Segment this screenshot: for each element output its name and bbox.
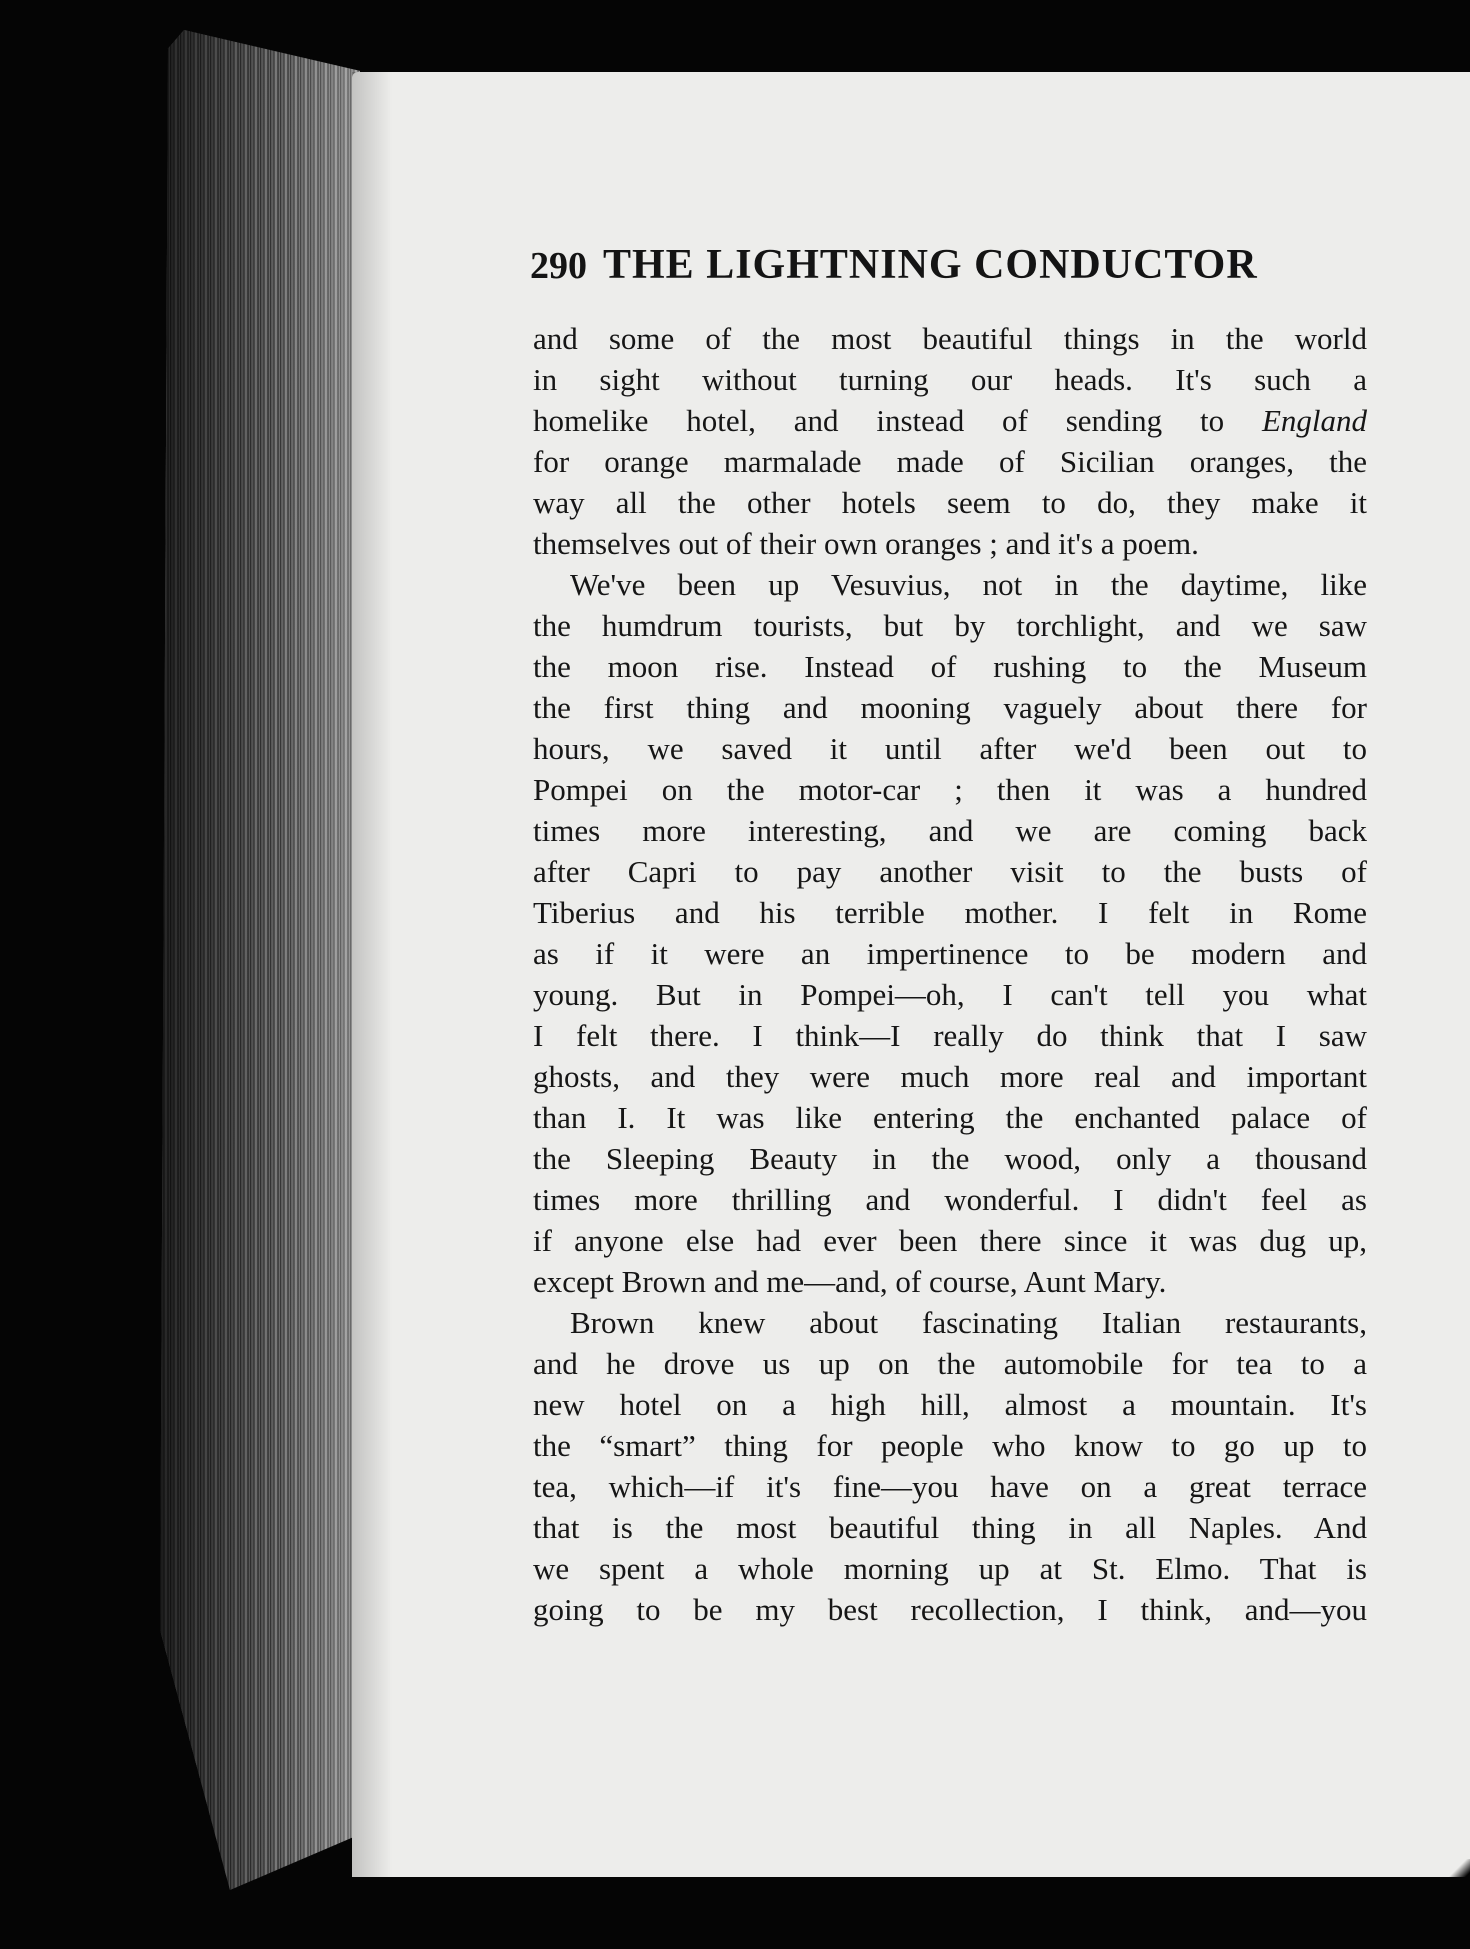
- text-line: ghosts, and they were much more real and important: [533, 1059, 1367, 1094]
- text-line: if anyone else had ever been there since it was dug up,: [533, 1223, 1367, 1258]
- text-line: Tiberius and his terrible mother. I felt in Rome: [533, 895, 1367, 930]
- text-line: than I. It was like entering the enchanted palace of: [533, 1100, 1367, 1135]
- text-line: the first thing and mooning vaguely about there for: [533, 690, 1367, 725]
- text-line: way all the other hotels seem to do, they make it: [533, 485, 1367, 520]
- italic-word: England: [1261, 403, 1367, 438]
- text-line: the Sleeping Beauty in the wood, only a thousand: [533, 1141, 1367, 1176]
- text-line: tea, which—if it's fine—you have on a great terrace: [533, 1469, 1367, 1504]
- text-line: times more interesting, and we are coming back: [533, 813, 1367, 848]
- text-line: times more thrilling and wonderful. I didn't feel as: [533, 1182, 1367, 1217]
- text-line-part: homelike hotel, and instead of sending to: [533, 403, 1225, 438]
- text-line: in sight without turning our heads. It's such a: [533, 362, 1367, 397]
- text-line: after Capri to pay another visit to the busts of: [533, 854, 1367, 889]
- text-line: We've been up Vesuvius, not in the daytime, like: [570, 567, 1367, 602]
- page-corner: [1390, 1859, 1470, 1949]
- text-line: themselves out of their own oranges ; and it's a poem.: [533, 526, 1199, 561]
- text-line: the humdrum tourists, but by torchlight, and we saw: [533, 608, 1367, 643]
- text-line: we spent a whole morning up at St. Elmo. That is: [533, 1551, 1367, 1586]
- text-line: young. But in Pompei—oh, I can't tell you what: [533, 977, 1367, 1012]
- text-line: [533, 400, 1367, 441]
- text-line: and some of the most beautiful things in the world: [533, 321, 1367, 356]
- body-text: [533, 318, 1367, 1630]
- text-line: for orange marmalade made of Sicilian oranges, the: [533, 444, 1367, 479]
- text-line: hours, we saved it until after we'd been out to: [533, 731, 1367, 766]
- text-line: the “smart” thing for people who know to go up to: [533, 1428, 1367, 1463]
- gutter-shadow: [352, 72, 392, 1877]
- text-line: Pompei on the motor-car ; then it was a hundred: [533, 772, 1367, 807]
- text-line: going to be my best recollection, I think, and—you: [533, 1592, 1367, 1627]
- text-line: as if it were an impertinence to be modern and: [533, 936, 1367, 971]
- page-number: 290: [530, 245, 587, 287]
- text-line: new hotel on a high hill, almost a mountain. It's: [533, 1387, 1367, 1422]
- page-header: [530, 241, 1348, 289]
- text-line: I felt there. I think—I really do think that I saw: [533, 1018, 1367, 1053]
- running-head: THE LIGHTNING CONDUCTOR: [603, 242, 1258, 288]
- text-line: and he drove us up on the automobile for tea to a: [533, 1346, 1367, 1381]
- page-edge-shade: [160, 30, 360, 1890]
- text-line: the moon rise. Instead of rushing to the Museum: [533, 649, 1367, 684]
- text-line: Brown knew about fascinating Italian restaurants,: [570, 1305, 1367, 1340]
- text-line: that is the most beautiful thing in all Naples. And: [533, 1510, 1367, 1545]
- text-line: except Brown and me—and, of course, Aunt Mary.: [533, 1264, 1167, 1299]
